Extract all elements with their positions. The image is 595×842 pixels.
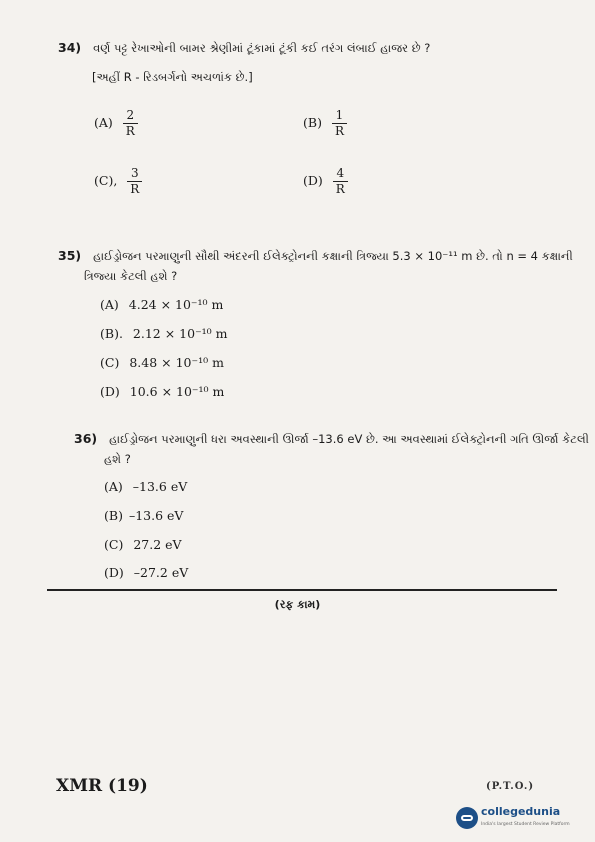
option-label: (D) (100, 384, 120, 399)
numerator: 4 (333, 166, 348, 182)
option-label: (D) (104, 565, 124, 580)
denominator: R (125, 124, 135, 138)
numerator: 3 (127, 166, 142, 182)
option-value: 10.6 × 10⁻¹⁰ m (129, 384, 225, 399)
question-text-line1: હાઈડ્રોજન પરમાણુની ધરા અવસ્થાની ઊર્જા –13.6 eV છે. આ અવસ્થામાં ઈલેક્ટ્રોનની ગતિ ઊર્જા કેટલી (109, 432, 589, 446)
option-label: (C) (100, 355, 120, 370)
denominator: R (335, 182, 345, 196)
option-a (100, 297, 223, 312)
question-text-line1: હાઈડ્રોજન પરમાણુની સૌથી અંદરની ઈલેક્ટ્રોનની કક્ષાની ત્રિજ્યા 5.3 × 10⁻¹¹ m છે. તો n = 4 કક્ષાની (93, 249, 573, 263)
option-c (104, 537, 182, 552)
question-number: 34) (58, 40, 82, 55)
paper-code: XMR (19) (56, 776, 148, 796)
option-label: (B). (100, 326, 123, 341)
question-number: 35) (58, 248, 82, 263)
option-d (303, 166, 348, 197)
numerator: 2 (123, 108, 138, 124)
fraction (123, 108, 138, 139)
option-value: 27.2 eV (133, 537, 182, 552)
brand-name (481, 806, 570, 830)
question-number: 36) (74, 431, 98, 446)
rough-work-label: (રફ કામ) (274, 598, 321, 611)
option-a (104, 479, 187, 494)
question-34 (58, 38, 430, 58)
denominator: R (334, 124, 344, 138)
option-value: –13.6 eV (132, 479, 188, 494)
question-text-line2: ત્રિજ્યા કેટલી હશે ? (84, 269, 178, 283)
question-note: [અહીં R - રિડબર્ગનો અચળાંક છે.] (92, 70, 253, 84)
option-label: (D) (303, 173, 323, 188)
option-d (104, 565, 188, 580)
question-text: વર્ણ પટ્ટ રેખાઓની બામર શ્રેણીમાં ટૂંકામાં ટૂંકી કઈ તરંગ લંબાઈ હાજર છે ? (93, 41, 431, 55)
question-36 (74, 429, 589, 449)
option-value: 2.12 × 10⁻¹⁰ m (132, 326, 228, 341)
option-label: (A) (104, 479, 123, 494)
option-value: 8.48 × 10⁻¹⁰ m (129, 355, 224, 370)
numerator: 1 (332, 108, 347, 124)
fraction (127, 166, 142, 197)
collegedunia-logo-icon (456, 807, 478, 829)
question-35 (58, 246, 573, 266)
brand-name-text: collegedunia (481, 805, 561, 818)
brand-tagline: India's largest Student Review Platform (481, 822, 570, 827)
option-value: –27.2 eV (133, 565, 189, 580)
option-label: (B) (303, 115, 322, 130)
option-c (100, 355, 224, 370)
option-value: –13.6 eV (128, 508, 184, 523)
option-b (104, 508, 183, 523)
watermark-brand (456, 806, 570, 830)
option-c (94, 166, 142, 197)
question-text-line2: હશે ? (104, 452, 131, 466)
option-value: 4.24 × 10⁻¹⁰ m (128, 297, 224, 312)
option-d (100, 384, 224, 399)
option-label: (C) (104, 537, 124, 552)
option-b (100, 326, 228, 341)
pto-label: (P.T.O.) (486, 781, 535, 792)
fraction (332, 108, 347, 139)
fraction (333, 166, 348, 197)
option-a (94, 108, 138, 139)
section-divider (47, 589, 557, 591)
option-b (303, 108, 347, 139)
denominator: R (130, 182, 140, 196)
option-label: (C), (94, 173, 118, 188)
option-label: (A) (100, 297, 119, 312)
option-label: (A) (94, 115, 113, 130)
option-label: (B) (104, 508, 123, 523)
